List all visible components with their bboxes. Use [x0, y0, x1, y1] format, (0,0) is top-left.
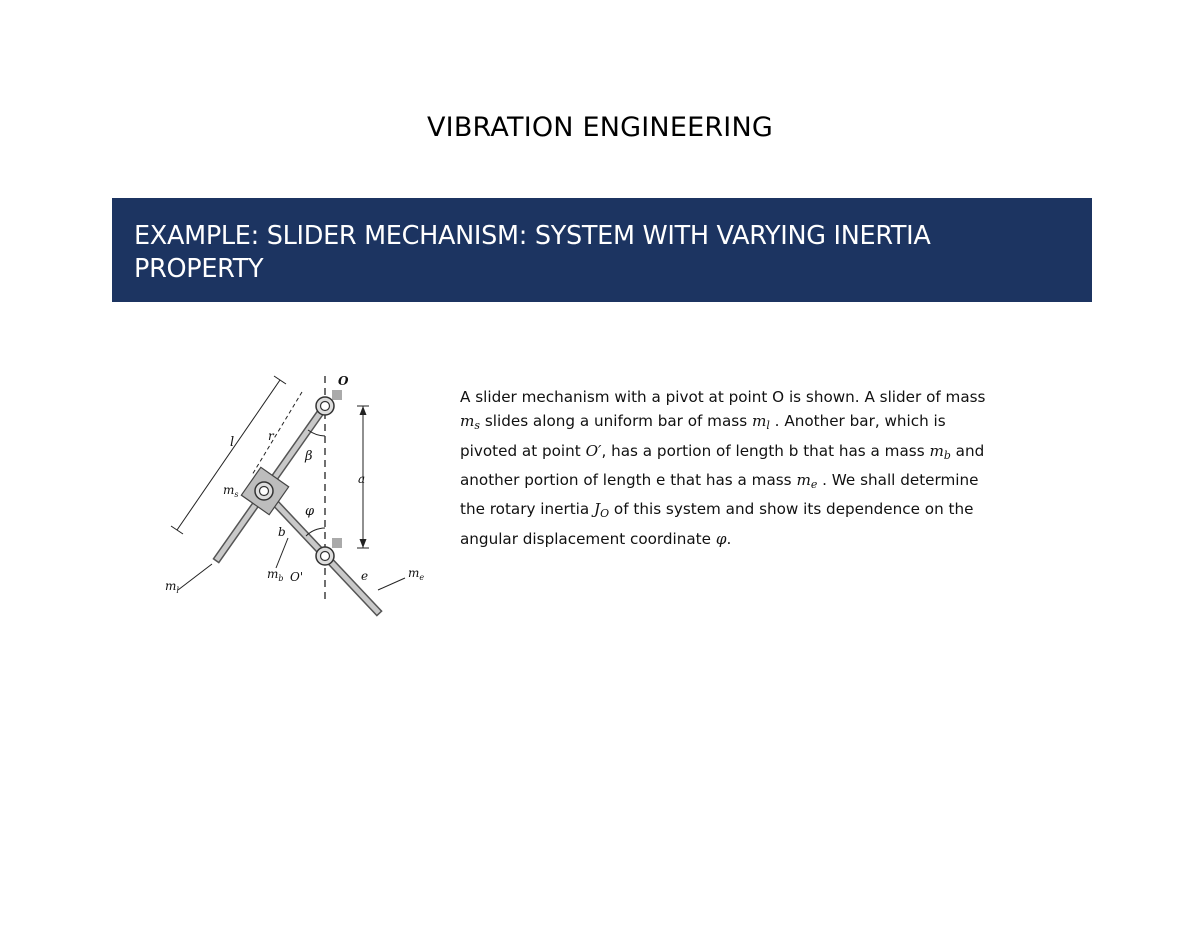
math-mb: $m_b$ — [929, 441, 951, 462]
dimension-a-bottom-arrow — [360, 539, 367, 548]
label-o: O — [338, 374, 349, 388]
label-r: r — [268, 429, 274, 443]
me-leader — [378, 578, 405, 590]
math-me: $m_e$ — [796, 471, 818, 492]
example-banner — [112, 198, 1092, 302]
ml-leader — [178, 564, 212, 590]
math-jo: $J_O$ — [594, 500, 610, 521]
label-l: l — [230, 435, 235, 450]
math-phi: φ — [715, 529, 727, 548]
banner-line-2: PROPERTY — [134, 254, 264, 284]
label-oprime: O' — [290, 570, 304, 584]
mb-leader — [276, 538, 288, 568]
label-e: e — [361, 569, 369, 583]
banner-line-1: EXAMPLE: SLIDER MECHANISM: SYSTEM WITH VARYING INERTIA — [134, 221, 931, 251]
slider-pin-hole — [260, 487, 269, 496]
dimension-a-top-arrow — [360, 406, 367, 415]
label-ms: $m_s$ — [223, 483, 239, 499]
label-me: $m_e$ — [408, 566, 425, 582]
label-a: a — [358, 472, 366, 486]
pivot-o-hole — [321, 402, 330, 411]
dimension-l-top-tick — [274, 376, 286, 384]
pivot-o-support — [332, 390, 342, 400]
label-mb: $m_b$ — [267, 567, 284, 583]
label-ml: $m_l$ — [165, 579, 179, 595]
page-title: VIBRATION ENGINEERING — [427, 112, 773, 143]
mechanism-diagram — [150, 368, 450, 618]
dimension-l-bottom-tick — [171, 526, 183, 534]
description-paragraph: A slider mechanism with a pivot at point O is shown. A slider of mass $m_s$ slides along a uniform bar of mass $m_l$ . Another bar, which is pivoted at point O′, has a portion of length b that has a mass $m_b$ and another portion of length e that has a mass $m_e$ . We shall determine the rotary inertia $J_O$ of this system and show its dependence on the angular displacement coordinate φ. — [460, 388, 986, 548]
label-phi: φ — [305, 504, 315, 519]
pivot-oprime-hole — [321, 552, 330, 561]
dimension-r-line — [252, 392, 302, 475]
label-beta: β — [305, 449, 313, 464]
math-oprime: O′ — [585, 441, 602, 460]
math-ms: $m_s$ — [460, 412, 481, 433]
pivot-oprime-support — [332, 538, 342, 548]
slider-mechanism-figure — [150, 368, 450, 618]
math-ml: $m_l$ — [751, 412, 770, 433]
label-b: b — [278, 525, 286, 539]
